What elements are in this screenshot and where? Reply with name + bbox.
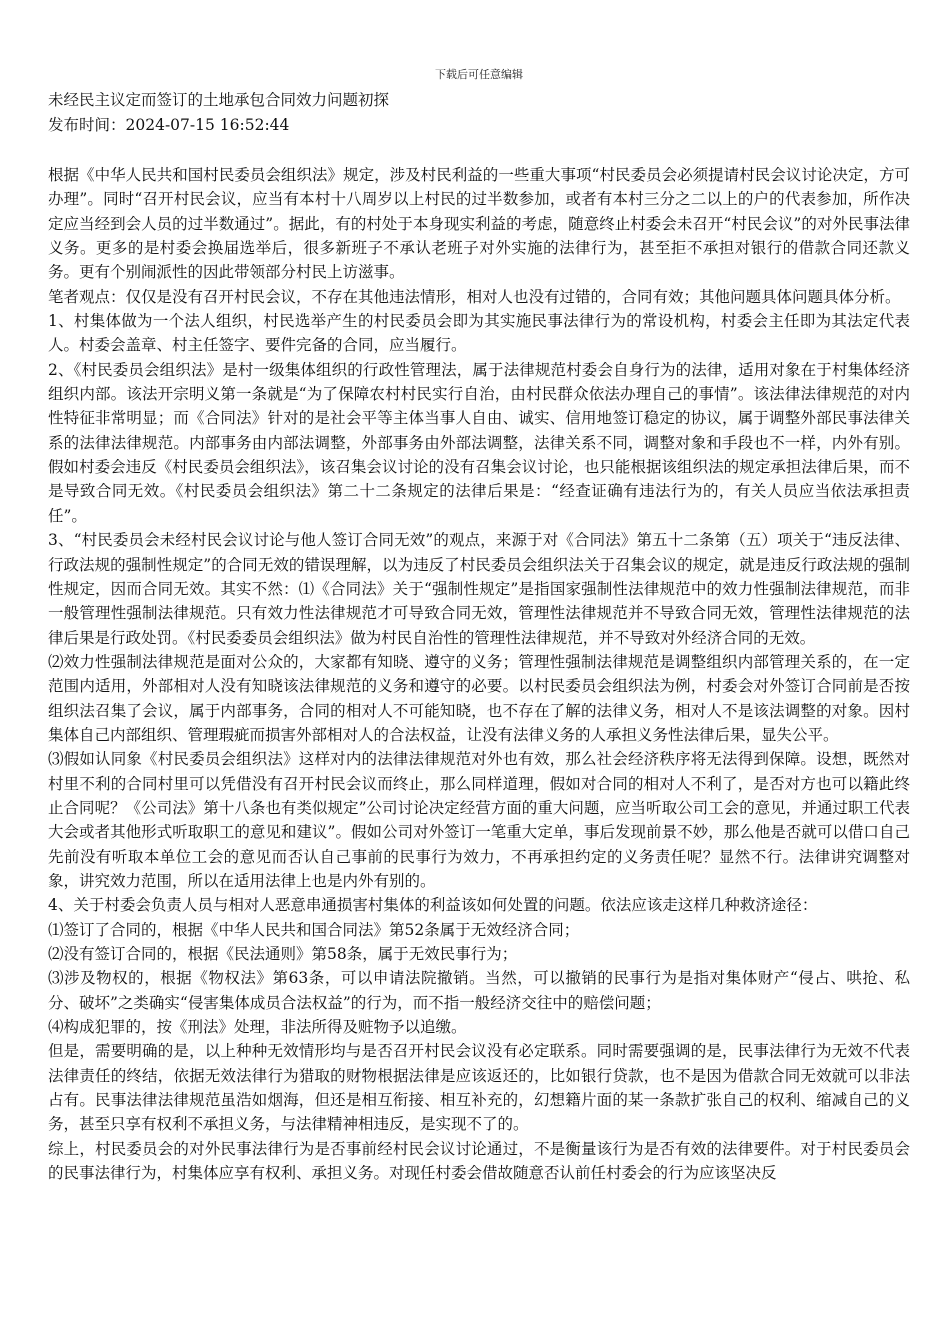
paragraph-conclusion: 综上，村民委员会的对外民事法律行为是否事前经村民会议讨论通过，不是衡量该行为是否有效的法律要件。对于村民委员会的民事法律行为，村集体应享有权利、承担义务。对现任村委会借故随意否认前任村委会的行为应该坚决反 [48,1139,910,1183]
document-page [48,0,910,1185]
paragraph-remedy-1: ⑴签订了合同的，根据《中华人民共和国合同法》第52条属于无效经济合同； [48,920,580,939]
paragraph-remedy-2: ⑵没有签订合同的，根据《民法通则》第58条，属于无效民事行为； [48,945,518,963]
paragraph-intro: 根据《中华人民共和国村民委员会组织法》规定，涉及村民利益的一些重大事项“村民委员会必须提请村民会议讨论决定，方可办理”。同时“召开村民会议，应当有本村十八周岁以上村民的过半数参加，或者有本村三分之二以上的户的代表参加，所作决定应当经到会人员的过半数通过”。据此，有的村处于本身现实利益的考虑，随意终止村委会未召开“村民会议”的对外民事法律义务。更多的是村委会换届选举后，很多新班子不承认老班子对外实施的法律行为，甚至拒不承担对银行的借款合同还款义务。更有个别闹派性的因此带领部分村民上访滋事。 [48,166,910,282]
paragraph-point-3: 3、“村民委员会未经村民会议讨论与他人签订合同无效”的观点，来源于对《合同法》第五十二条第（五）项关于“违反法律、行政法规的强制性规定”的合同无效的错误理解，以为违反了村民委员会组织法关于召集会议的规定，就是违反行政法规的强制性规定，因而合同无效。其实不然：⑴《合同法》关于“强制性规定”是指国家强制性法律规范中的效力性强制法律规范，而非一般管理性强制法律规范。只有效力性法律规范才可导致合同无效，管理性法律规范并不导致合同无效，管理性法律规范的法律后果是行政处罚。《村民委委员会组织法》做为村民自治性的管理性法律规范，并不导致对外经济合同的无效。 [48,531,910,647]
paragraph-point-3-3: ⑶假如认同象《村民委员会组织法》这样对内的法律法律规范对外也有效，那么社会经济秩序将无法得到保障。设想，既然对村里不利的合同村里可以凭借没有召开村民会议而终止，那么同样道理，假如对合同的相对人不利了，是否对方也可以籍此终止合同呢？《公司法》第十八条也有类似规定”公司讨论决定经营方面的重大问题，应当听取公司工会的意见，并通过职工代表大会或者其他形式听取职工的意见和建议”。假如公司对外签订一笔重大定单，事后发现前景不妙，那么他是否就可以借口自己先前没有听取本单位工会的意见而否认自己事前的民事行为效力，不再承担约定的义务责任呢？显然不行。法律讲究调整对象，讲究效力范围，所以在适用法律上也是内外有别的。 [48,750,910,890]
article-body [48,163,910,1185]
publish-time: 发布时间：2024-07-15 16:52:44 [48,116,290,134]
paragraph-author-view: 笔者观点：仅仅是没有召开村民会议，不存在其他违法情形，相对人也没有过错的，合同有效；其他问题具体问题具体分析。 [48,287,901,306]
paragraph-remedy-3: ⑶涉及物权的，根据《物权法》第63条，可以申请法院撤销。当然，可以撤销的民事行为是指对集体财产“侵占、哄抢、私分、破坏”之类确实“侵害集体成员合法权益”的行为，而不指一般经济交往中的赔偿问题； [48,969,910,1012]
paragraph-point-1: 1、村集体做为一个法人组织，村民选举产生的村民委员会即为其实施民事法律行为的常设机构，村委会主任即为其法定代表人。村委会盖章、村主任签字、要件完备的合同，应当履行。 [48,312,910,355]
paragraph-point-3-2: ⑵效力性强制法律规范是面对公众的，大家都有知晓、遵守的义务；管理性强制法律规范是调整组织内部管理关系的，在一定范围内适用，外部相对人没有知晓该法律规范的义务和遵守的必要。以村民委员会组织法为例，村委会对外签订合同前是否按组织法召集了会议，属于内部事务，合同的相对人不可能知晓，也不存在了解的法律义务，相对人不是该法调整的对象。因村集体自己内部组织、管理瑕疵而损害外部相对人的合法权益，让没有法律义务的人承担义务性法律后果，显失公平。 [48,652,910,744]
blank-line [48,138,910,163]
paragraph-remedy-4: ⑷构成犯罪的，按《刑法》处理，非法所得及赃物予以追缴。 [48,1018,467,1037]
article-title: 未经民主议定而签订的土地承包合同效力问题初探 [48,91,390,109]
paragraph-point-2: 2、《村民委员会组织法》是村一级集体组织的行政性管理法，属于法律规范村委会自身行为的法律，适用对象在于村集体经济组织内部。该法开宗明义第一条就是“为了保障农村村民实行自治，由村民群众依法办理自己的事情”。该法律法律规范的对内性特征非常明显；而《合同法》针对的是社会平等主体当事人自由、诚实、信用地签订稳定的协议，属于调整外部民事法律关系的法律法律规范。内部事务由内部法调整，外部事务由外部法调整，法律关系不同，调整对象和手段也不一样，内外有别。假如村委会违反《村民委员会组织法》，该召集会议讨论的没有召集会议讨论，也只能根据该组织法的规定承担法律后果，而不是导致合同无效。《村民委员会组织法》第二十二条规定的法律后果是：“经查证确有违法行为的，有关人员应当依法承担责任”。 [48,360,910,525]
paragraph-point-4: 4、关于村委会负责人员与相对人恶意串通损害村集体的利益该如何处置的问题。依法应该走这样几种救济途径： [48,896,818,915]
page-header-note: 下载后可任意编辑 [435,68,523,81]
paragraph-however: 但是，需要明确的是，以上种种无效情形均与是否召开村民会议没有必定联系。同时需要强调的是，民事法律行为无效不代表法律责任的终结，依据无效法律行为猎取的财物根据法律是应该返还的，比如银行贷款，也不是因为借款合同无效就可以非法占有。民事法律法律规范虽浩如烟海，但还是相互衔接、相互补充的，幻想籍片面的某一条款扩张自己的权利、缩减自己的义务，甚至只享有权利不承担义务，与法律精神相违反，是实现不了的。 [48,1042,910,1134]
